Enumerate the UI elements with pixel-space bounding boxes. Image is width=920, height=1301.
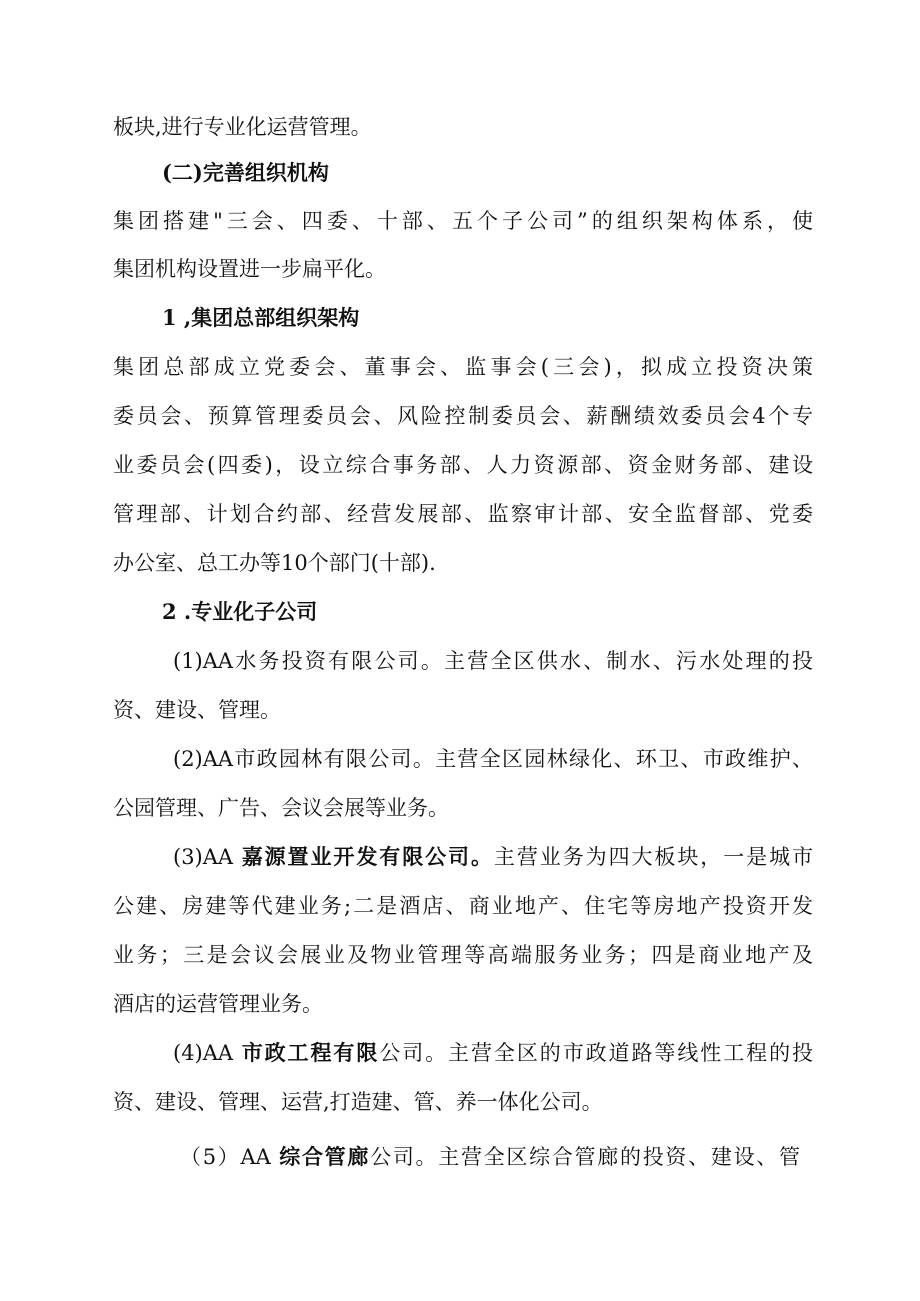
- text-line: 资、建设、管理。: [113, 698, 281, 722]
- section-heading-organization: (二)完善组织机构: [162, 160, 329, 185]
- company-name-bold: 嘉源置业开发有限公司。: [241, 844, 494, 869]
- text-line: 业务；三是会议会展业及物业管理等高端服务业务；四是商业地产及: [113, 943, 813, 967]
- text-line: [180, 1142, 800, 1172]
- text-line: 管理部、计划合约部、经营发展部、监察审计部、安全监督部、党委: [113, 502, 813, 526]
- text-line: 酒店的运营管理业务。: [113, 992, 323, 1016]
- text-line: 集团总部成立党委会、董事会、监事会(三会)，拟成立投资决策: [113, 355, 813, 379]
- section-heading-hq-structure: 1 ,集团总部组织架构: [162, 305, 360, 330]
- text-line: 公建、房建等代建业务;二是酒店、商业地产、住宅等房地产投资开发: [113, 894, 813, 918]
- text-segment: 公司。主营全区综合管廊的投资、建设、管: [370, 1145, 801, 1169]
- text-line: 板块,进行专业化运营管理。: [113, 115, 372, 139]
- text-line: 集团机构设置进一步扁平化。: [113, 257, 386, 281]
- text-segment: (1)AA水务投资有限公司。主营全区供水、制水、污水处理的投: [173, 649, 813, 673]
- text-segment: 主营业务为四大板块，一是城市: [493, 845, 814, 869]
- text-line: 集团搭建"三会、四委、十部、五个子公司”的组织架构体系，使: [113, 209, 813, 233]
- company-name-bold: 市政工程有限: [241, 1040, 380, 1065]
- text-line: [113, 646, 813, 676]
- text-segment: （5）AA: [180, 1145, 280, 1169]
- text-line: (2)AA市政园林有限公司。主营全区园林绿化、环卫、市政维护、: [173, 747, 813, 771]
- text-line: 公园管理、广告、会议会展等业务。: [113, 796, 449, 820]
- text-line: 办公室、总工办等10个部门(十部).: [113, 551, 436, 575]
- text-line: 资、建设、管理、运营,打造建、管、养一体化公司。: [113, 1090, 603, 1114]
- text-line: 业委员会(四委)，设立综合事务部、人力资源部、资金财务部、建设: [113, 453, 813, 477]
- text-line: 委员会、预算管理委员会、风险控制委员会、薪酬绩效委员会4个专: [113, 404, 813, 428]
- text-segment: 公司。主营全区的市政道路等线性工程的投: [379, 1041, 813, 1065]
- text-segment: (4)AA: [173, 1041, 242, 1065]
- text-line: [173, 842, 813, 872]
- company-name-bold: 综合管廊: [279, 1144, 371, 1169]
- text-segment: (3)AA: [173, 845, 242, 869]
- text-line: [173, 1038, 813, 1068]
- section-heading-subsidiaries: 2 .专业化子公司: [162, 599, 318, 624]
